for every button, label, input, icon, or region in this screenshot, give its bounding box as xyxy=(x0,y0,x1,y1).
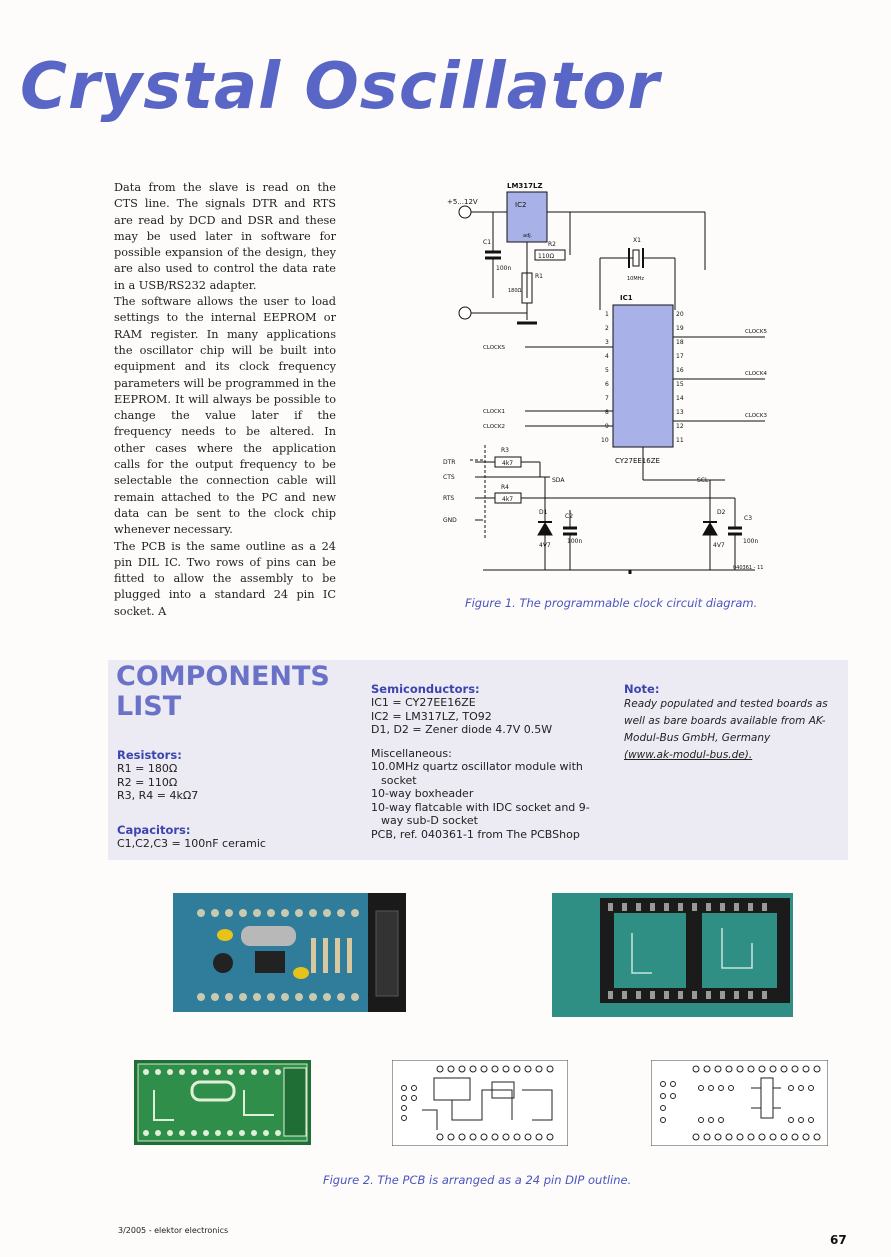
clocks-label: CLOCKS xyxy=(483,345,505,351)
sda-label: SDA xyxy=(552,477,565,484)
semiconductors-heading: Semiconductors: xyxy=(371,682,480,696)
figure2-caption: Figure 2. The PCB is arranged as a 24 pin DIP outline. xyxy=(323,1173,632,1187)
c3-ref-label: C3 xyxy=(744,515,753,522)
reg-name-label: LM317LZ xyxy=(507,182,543,190)
r3-ref-label: R3 xyxy=(501,447,509,454)
pin-label: 18 xyxy=(676,339,684,346)
pcb-component-layout xyxy=(651,1060,828,1146)
misc-item-cont: socket xyxy=(381,773,417,787)
note-section xyxy=(624,682,844,764)
note-link-text[interactable]: (www.ak-modul-bus.de). xyxy=(624,749,753,761)
pin-label: 3 xyxy=(605,339,609,346)
components-title-line1: COMPONENTS xyxy=(116,661,330,692)
pin-label: 12 xyxy=(676,423,684,430)
misc-item: PCB, ref. 040361-1 from The PCBShop xyxy=(371,827,580,841)
scl-label: SCL xyxy=(697,477,709,484)
misc-item-cont: way sub-D socket xyxy=(381,814,478,827)
page-title: Crystal Oscillator xyxy=(20,50,660,124)
resistors-section xyxy=(117,748,337,803)
pin-label: 14 xyxy=(676,395,684,402)
pin-label: 11 xyxy=(676,437,684,444)
pin-label: 20 xyxy=(676,311,684,318)
note-line: well as bare boards available from AK- xyxy=(624,715,826,727)
dtr-label: DTR xyxy=(443,459,456,466)
pin-label: 1 xyxy=(605,311,609,318)
footer-issue: 3/2005 - elektor electronics xyxy=(118,1226,229,1235)
reg-adj-label: adj. xyxy=(523,233,533,239)
d2-val-label: 4V7 xyxy=(713,542,725,549)
c1-val-label: 100n xyxy=(496,265,512,272)
note-line: Ready populated and tested boards as xyxy=(624,698,828,710)
gnd-label: GND xyxy=(443,517,457,524)
r4-ref-label: R4 xyxy=(501,484,509,491)
c2-val-label: 100n xyxy=(567,538,583,545)
resistor-item: R2 = 110Ω xyxy=(117,775,178,789)
figure1-caption: Figure 1. The programmable clock circuit diagram. xyxy=(465,596,758,610)
note-line: Modul-Bus GmbH, Germany xyxy=(624,732,771,744)
page-number: 67 xyxy=(830,1233,847,1247)
populated-pcb-photo xyxy=(173,893,406,1012)
supply-label: +5...12V xyxy=(447,198,478,206)
pin-label: 19 xyxy=(676,325,684,332)
x1-val-label: 10MHz xyxy=(627,276,645,282)
capacitor-item: C1,C2,C3 = 100nF ceramic xyxy=(117,837,266,850)
misc-item: 10-way flatcable with IDC socket and 9- xyxy=(371,800,590,814)
ic1-part-label: CY27EE16ZE xyxy=(615,457,660,465)
rts-label: RTS xyxy=(443,495,455,502)
pin-label: 9 xyxy=(605,423,609,430)
x1-ref-label: X1 xyxy=(633,237,641,244)
note-link[interactable] xyxy=(624,747,844,764)
pin-label: 5 xyxy=(605,367,609,374)
r1-val-label: 180Ω xyxy=(508,288,522,294)
c2-ref-label: C2 xyxy=(565,513,574,520)
pin-label: 17 xyxy=(676,353,684,360)
capacitors-section xyxy=(117,823,337,851)
pin-label: 13 xyxy=(676,409,684,416)
ic1-ref-label: IC1 xyxy=(620,294,633,302)
resistor-item: R1 = 180Ω xyxy=(117,762,178,775)
article-body xyxy=(114,180,336,620)
misc-item: 10.0MHz quartz oscillator module with xyxy=(371,760,583,773)
schematic-code-label: 040361 - 11 xyxy=(733,565,764,571)
cts-label: CTS xyxy=(443,474,455,481)
pcb-silkscreen-layout xyxy=(392,1060,568,1146)
clock3-label: CLOCK3 xyxy=(745,413,767,419)
semiconductor-item: IC2 = LM317LZ, TO92 xyxy=(371,709,492,723)
pin-label: 10 xyxy=(601,437,609,444)
body-paragraph-2: The software allows the user to load settings to the internal EEPROM or RAM register. In many applications the oscillator chip will be built into equipment and its clock frequency parameters will be programmed in the EEPROM. It will always be possible to change the value later if the frequency needs to be altered. In other cases where the application calls for the output frequency to be selectable the connection cable will remain attached to the PC and new data can be sent to the clock chip whenever necessary. xyxy=(114,295,336,537)
resistor-item: R3, R4 = 4kΩ7 xyxy=(117,789,199,802)
semiconductors-section xyxy=(371,682,611,841)
components-title xyxy=(116,662,330,722)
r2-val-label: 110Ω xyxy=(538,253,555,260)
clock5-label: CLOCK5 xyxy=(745,329,767,335)
components-title-line2: LIST xyxy=(116,691,182,722)
pcb-socket-photo xyxy=(552,893,793,1017)
misc-item: 10-way boxheader xyxy=(371,787,474,800)
circuit-schematic xyxy=(435,180,785,580)
pin-label: 16 xyxy=(676,367,684,374)
pin-label: 4 xyxy=(605,353,609,360)
clock4-label: CLOCK4 xyxy=(745,371,767,377)
misc-heading: Miscellaneous: xyxy=(371,746,452,760)
note-heading: Note: xyxy=(624,682,660,696)
pin-label: 8 xyxy=(605,409,609,416)
ic1-chip xyxy=(613,305,673,447)
semiconductor-item: IC1 = CY27EE16ZE xyxy=(371,696,476,709)
pin-label: 2 xyxy=(605,325,609,332)
d1-val-label: 4V7 xyxy=(539,542,551,549)
r1-ref-label: R1 xyxy=(535,273,543,280)
d1-ref-label: D1 xyxy=(539,509,548,516)
resistors-heading: Resistors: xyxy=(117,748,182,762)
body-paragraph-3: The PCB is the same outline as a 24 pin DIL IC. Two rows of pins can be fitted to allow the assembly to be plugged into a standard 24 pin IC socket. A xyxy=(114,539,336,618)
semiconductor-item: D1, D2 = Zener diode 4.7V 0.5W xyxy=(371,723,553,736)
r4-val-label: 4k7 xyxy=(502,496,514,503)
c1-ref-label: C1 xyxy=(483,239,492,246)
pin-label: 15 xyxy=(676,381,684,388)
capacitors-heading: Capacitors: xyxy=(117,823,191,837)
clock2-label: CLOCK2 xyxy=(483,424,505,430)
pcb-copper-layout xyxy=(134,1060,311,1145)
pin-label: 6 xyxy=(605,381,609,388)
r3-val-label: 4k7 xyxy=(502,460,514,467)
c3-val-label: 100n xyxy=(743,538,759,545)
reg-ref-label: IC2 xyxy=(515,201,527,209)
d2-ref-label: D2 xyxy=(717,509,726,516)
body-paragraph-1: Data from the slave is read on the CTS line. The signals DTR and RTS are read by DCD and DSR and these may be used later in software for possible expansion of the design, they are also used to control the data rate in a USB/RS232 adapter. xyxy=(114,181,336,292)
pin-label: 7 xyxy=(605,395,609,402)
r2-ref-label: R2 xyxy=(548,241,556,248)
clock1-label: CLOCK1 xyxy=(483,409,505,415)
